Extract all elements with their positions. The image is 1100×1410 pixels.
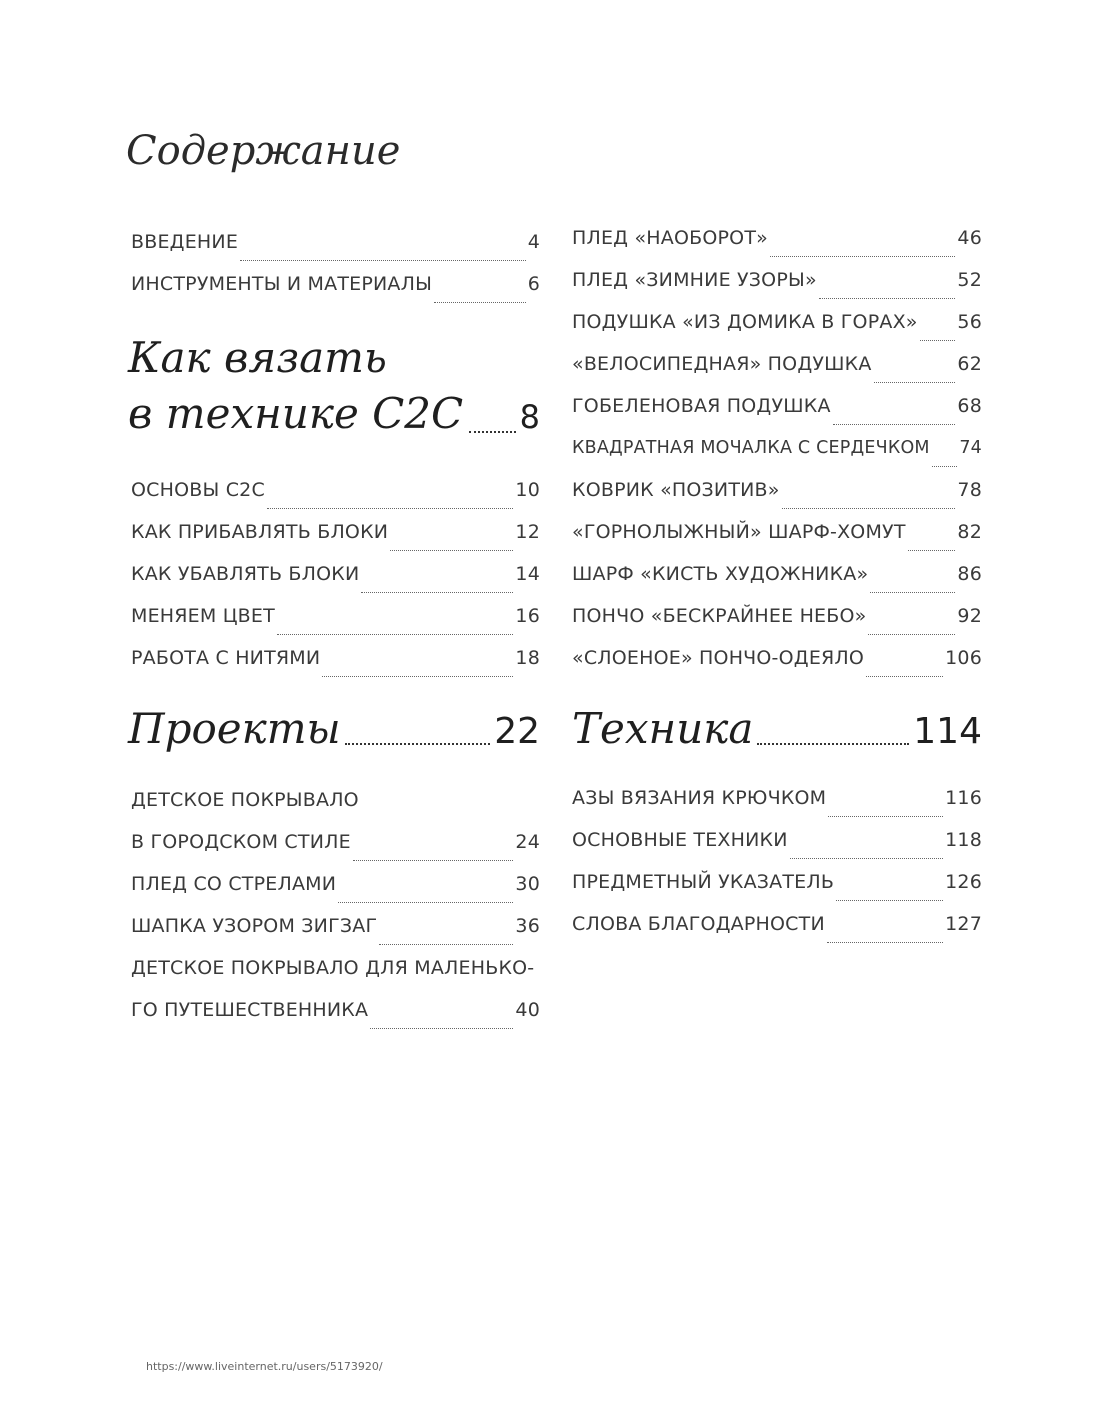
leader-dots [379, 928, 513, 945]
toc-entry[interactable] [131, 271, 540, 313]
section-page: 8 [519, 398, 540, 436]
toc-entry-page: 56 [957, 311, 982, 333]
toc-entry-page: 116 [945, 787, 982, 809]
projects-left-list [131, 787, 540, 1039]
leader-dots [469, 417, 515, 433]
section-heading-line1: Как вязать [128, 333, 387, 382]
footer-url[interactable]: https://www.liveinternet.ru/users/5173920/ [146, 1360, 383, 1373]
leader-dots [874, 366, 956, 383]
toc-entry[interactable] [131, 645, 540, 687]
toc-entry-title: РАБОТА С НИТЯМИ [131, 647, 321, 669]
toc-entry-page: 12 [515, 521, 540, 543]
toc-entry-title: «СЛОЕНОЕ» ПОНЧО-ОДЕЯЛО [572, 647, 865, 669]
toc-entry[interactable] [131, 829, 540, 871]
toc-entry-title: ШАПКА УЗОРОМ ЗИГЗАГ [131, 915, 378, 937]
leader-dots [322, 660, 513, 677]
leader-dots [240, 244, 526, 261]
toc-entry[interactable] [572, 911, 982, 953]
leader-dots [833, 408, 956, 425]
toc-entry-title: ОСНОВНЫЕ ТЕХНИКИ [572, 829, 788, 851]
toc-entry-title: ИНСТРУМЕНТЫ И МАТЕРИАЛЫ [131, 273, 433, 295]
toc-entry[interactable] [572, 225, 982, 267]
leader-dots [868, 618, 955, 635]
toc-entry-page: 24 [515, 831, 540, 853]
toc-entry-page: 46 [957, 227, 982, 249]
toc-entry-page: 16 [515, 605, 540, 627]
toc-entry-title: ОСНОВЫ C2C [131, 479, 265, 501]
section-page: 22 [494, 711, 540, 752]
toc-entry-page: 68 [957, 395, 982, 417]
leader-dots [353, 844, 514, 861]
toc-entry[interactable] [572, 351, 982, 393]
page-title: Содержание [126, 128, 401, 174]
toc-entry-title: КАК УБАВЛЯТЬ БЛОКИ [131, 563, 360, 585]
toc-entry[interactable] [131, 997, 540, 1039]
leader-dots [920, 324, 956, 341]
leader-dots [908, 534, 956, 551]
leader-dots [277, 618, 514, 635]
toc-entry-title: ПОДУШКА «ИЗ ДОМИКА В ГОРАХ» [572, 311, 918, 333]
toc-entry-page: 118 [945, 829, 982, 851]
toc-entry[interactable] [572, 603, 982, 645]
section-heading-projects[interactable] [128, 704, 540, 753]
leader-dots [338, 886, 513, 903]
section-heading-c2c[interactable] [128, 330, 540, 445]
toc-entry[interactable] [131, 871, 540, 913]
toc-entry-title: «ВЕЛОСИПЕДНАЯ» ПОДУШКА [572, 353, 872, 375]
toc-entry-title: АЗЫ ВЯЗАНИЯ КРЮЧКОМ [572, 787, 827, 809]
leader-dots [370, 1012, 513, 1029]
leader-dots [782, 492, 956, 509]
toc-entry-page: 82 [957, 521, 982, 543]
leader-dots [790, 842, 944, 859]
intro-list [131, 229, 540, 313]
toc-entry-page: 127 [945, 913, 982, 935]
leader-dots [932, 450, 958, 467]
toc-entry-line[interactable]: ДЕТСКОЕ ПОКРЫВАЛО [131, 789, 359, 811]
toc-entry-title: КАК ПРИБАВЛЯТЬ БЛОКИ [131, 521, 389, 543]
leader-dots [267, 492, 513, 509]
toc-entry-page: 36 [515, 915, 540, 937]
toc-entry[interactable] [131, 519, 540, 561]
toc-entry-title: ПОНЧО «БЕСКРАЙНЕЕ НЕБО» [572, 605, 867, 627]
c2c-list [131, 477, 540, 687]
leader-dots [757, 729, 909, 745]
toc-entry-title: ГО ПУТЕШЕСТВЕННИКА [131, 999, 369, 1021]
leader-dots [390, 534, 513, 551]
toc-entry-page: 14 [515, 563, 540, 585]
leader-dots [345, 729, 490, 745]
toc-entry-title: ПЛЕД «ЗИМНИЕ УЗОРЫ» [572, 269, 817, 291]
toc-entry[interactable] [131, 913, 540, 955]
toc-entry-page: 86 [957, 563, 982, 585]
toc-entry-page: 92 [957, 605, 982, 627]
toc-entry[interactable] [572, 309, 982, 351]
toc-entry-title: ВВЕДЕНИЕ [131, 231, 239, 253]
leader-dots [770, 240, 955, 257]
section-heading-line2: в технике C2C [128, 389, 464, 438]
section-heading-title: Техника [572, 704, 754, 753]
section-heading-title: Проекты [128, 704, 341, 753]
toc-entry-title: КОВРИК «ПОЗИТИВ» [572, 479, 780, 501]
toc-entry-title: ПРЕДМЕТНЫЙ УКАЗАТЕЛЬ [572, 871, 835, 893]
toc-entry-page: 6 [527, 273, 540, 295]
toc-entry-page: 126 [945, 871, 982, 893]
leader-dots [870, 576, 955, 593]
leader-dots [836, 884, 943, 901]
toc-entry-title: КВАДРАТНАЯ МОЧАЛКА С СЕРДЕЧКОМ [572, 438, 930, 458]
toc-entry[interactable] [572, 519, 982, 561]
section-heading-technique[interactable] [572, 704, 982, 753]
projects-right-list [572, 225, 982, 687]
toc-entry-page: 18 [515, 647, 540, 669]
toc-entry[interactable] [572, 393, 982, 435]
toc-entry-page: 74 [959, 438, 982, 458]
toc-entry-title: СЛОВА БЛАГОДАРНОСТИ [572, 913, 825, 935]
toc-entry-page: 78 [957, 479, 982, 501]
toc-entry-title: ГОБЕЛЕНОВАЯ ПОДУШКА [572, 395, 831, 417]
toc-entry-page: 30 [515, 873, 540, 895]
leader-dots [434, 286, 526, 303]
toc-entry-title: ПЛЕД «НАОБОРОТ» [572, 227, 768, 249]
toc-entry[interactable] [572, 785, 982, 827]
toc-entry[interactable] [572, 435, 982, 477]
toc-entry-page: 40 [515, 999, 540, 1021]
toc-entry-line[interactable]: ДЕТСКОЕ ПОКРЫВАЛО ДЛЯ МАЛЕНЬКО- [131, 957, 535, 979]
toc-entry-page: 52 [957, 269, 982, 291]
section-page: 114 [913, 711, 982, 752]
toc-entry[interactable] [572, 827, 982, 869]
leader-dots [361, 576, 513, 593]
toc-entry[interactable] [131, 561, 540, 603]
toc-entry[interactable] [131, 229, 540, 271]
toc-entry[interactable] [131, 603, 540, 645]
toc-entry[interactable] [131, 477, 540, 519]
toc-entry-title: МЕНЯЕМ ЦВЕТ [131, 605, 275, 627]
toc-entry[interactable] [572, 477, 982, 519]
toc-entry-title: ШАРФ «КИСТЬ ХУДОЖНИКА» [572, 563, 869, 585]
leader-dots [819, 282, 956, 299]
toc-entry-page: 10 [515, 479, 540, 501]
leader-dots [866, 660, 943, 677]
leader-dots [828, 800, 943, 817]
toc-entry[interactable] [572, 561, 982, 603]
toc-entry-page: 106 [945, 647, 982, 669]
toc-entry-page: 4 [527, 231, 540, 253]
toc-entry[interactable] [572, 267, 982, 309]
toc-entry[interactable] [572, 869, 982, 911]
toc-entry-title: ПЛЕД СО СТРЕЛАМИ [131, 873, 337, 895]
toc-entry-title: В ГОРОДСКОМ СТИЛЕ [131, 831, 351, 853]
toc-entry-page: 62 [957, 353, 982, 375]
technique-list [572, 785, 982, 953]
leader-dots [827, 926, 943, 943]
toc-entry-title: «ГОРНОЛЫЖНЫЙ» ШАРФ-ХОМУТ [572, 521, 906, 543]
toc-entry[interactable] [572, 645, 982, 687]
